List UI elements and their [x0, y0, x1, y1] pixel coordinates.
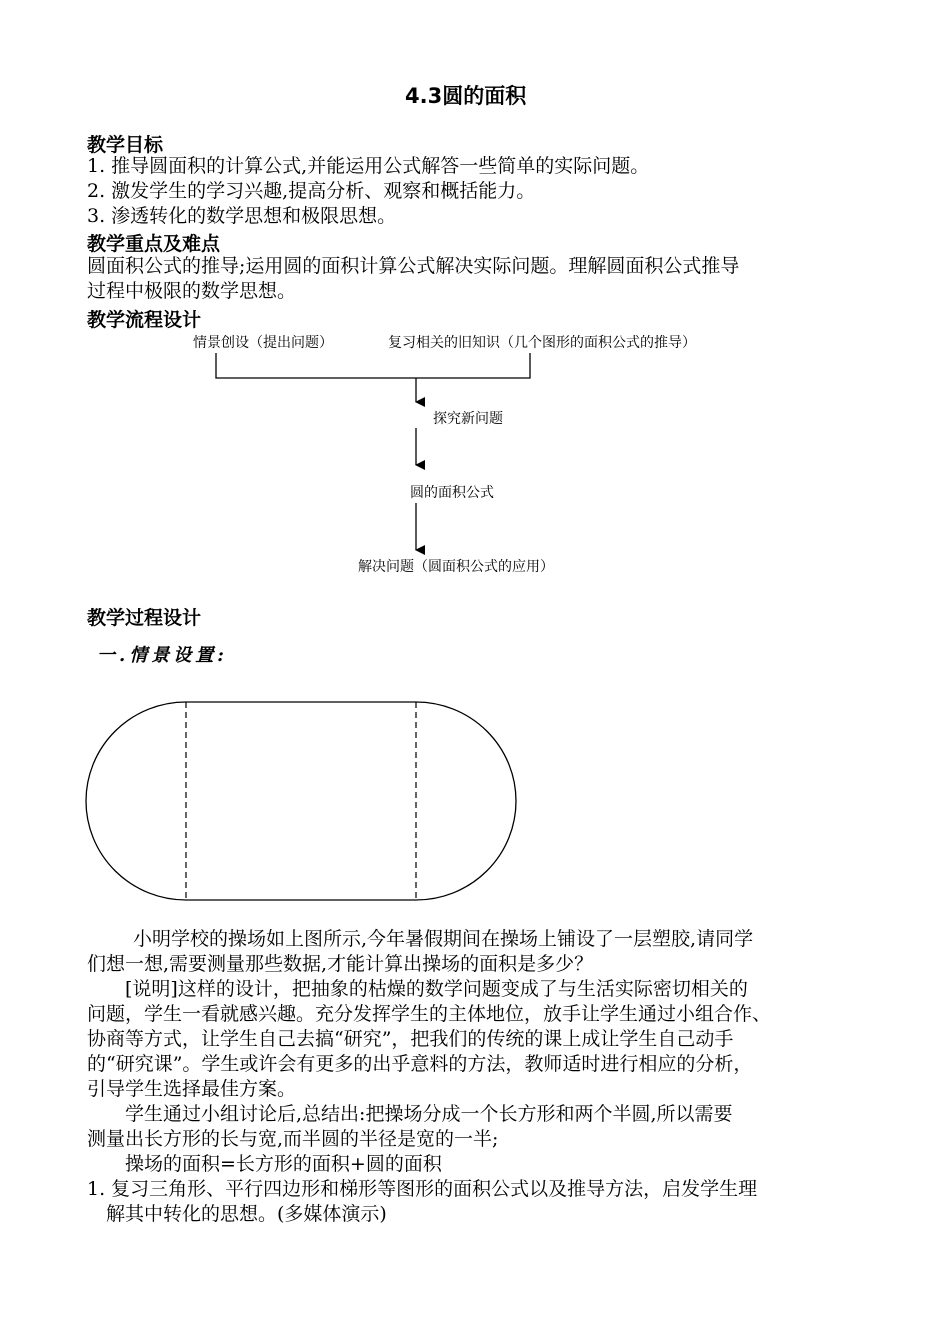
note-line-3: 协商等方式，让学生自己去搞“研究”，把我们的传统的课上成让学生自己动手	[87, 1028, 734, 1050]
keypoints-line-2: 过程中极限的数学思想。	[87, 280, 297, 302]
flow-bracket	[216, 353, 530, 378]
item-1-line-2: 解其中转化的思想。(多媒体演示)	[106, 1203, 387, 1225]
note-line-4: 的“研究课”。学生或许会有更多的出乎意料的方法，教师适时进行相应的分析，	[87, 1053, 753, 1075]
flow-box-scenario: 情景创设（提出问题）	[193, 335, 333, 351]
section-1-title: 一.情景设置:	[97, 645, 228, 666]
note-line-5: 引导学生选择最佳方案。	[87, 1078, 297, 1100]
flow-step-formula: 圆的面积公式	[410, 485, 494, 501]
goal-item-2: 2. 激发学生的学习兴趣,提高分析、观察和概括能力。	[87, 180, 536, 202]
paragraph-3-line-1: 学生通过小组讨论后,总结出:把操场分成一个长方形和两个半圆,所以需要	[125, 1103, 733, 1125]
flow-heading: 教学流程设计	[87, 309, 202, 331]
goals-heading: 教学目标	[87, 134, 164, 156]
page-title: 4.3圆的面积	[405, 84, 527, 108]
paragraph-3-line-2: 测量出长方形的长与宽,而半圆的半径是宽的一半;	[87, 1128, 499, 1150]
keypoints-line-1: 圆面积公式的推导;运用圆的面积计算公式解决实际问题。理解圆面积公式推导	[87, 255, 740, 277]
keypoints-heading: 教学重点及难点	[87, 233, 221, 255]
paragraph-1-line-2: 们想一想,需要测量那些数据,才能计算出操场的面积是多少？	[87, 953, 594, 975]
item-1-line-1: 1. 复习三角形、平行四边形和梯形等图形的面积公式以及推导方法，启发学生理	[87, 1178, 758, 1200]
flow-box-review: 复习相关的旧知识（几个图形的面积公式的推导）	[388, 335, 696, 351]
note-text: 这样的设计，把抽象的枯燥的数学问题变成了与生活实际密切相关的	[177, 978, 748, 1000]
area-formula: 操场的面积=长方形的面积+圆的面积	[125, 1153, 442, 1175]
process-heading: 教学过程设计	[87, 607, 202, 629]
paragraph-1-line-1: 小明学校的操场如上图所示,今年暑假期间在操场上铺设了一层塑胶,请同学	[133, 928, 754, 950]
flow-step-solve: 解决问题（圆面积公式的应用）	[358, 559, 554, 575]
flow-step-explore: 探究新问题	[433, 411, 503, 427]
goal-item-3: 3. 渗透转化的数学思想和极限思想。	[87, 205, 397, 227]
goal-item-1: 1. 推导圆面积的计算公式,并能运用公式解答一些简单的实际问题。	[87, 155, 650, 177]
note-line-2: 问题，学生一看就感兴趣。充分发挥学生的主体地位，放手让学生通过小组合作、	[87, 1003, 772, 1025]
note-label: [说明]	[125, 978, 178, 1000]
note-line-1	[125, 978, 748, 1000]
playground-outline	[86, 702, 516, 900]
